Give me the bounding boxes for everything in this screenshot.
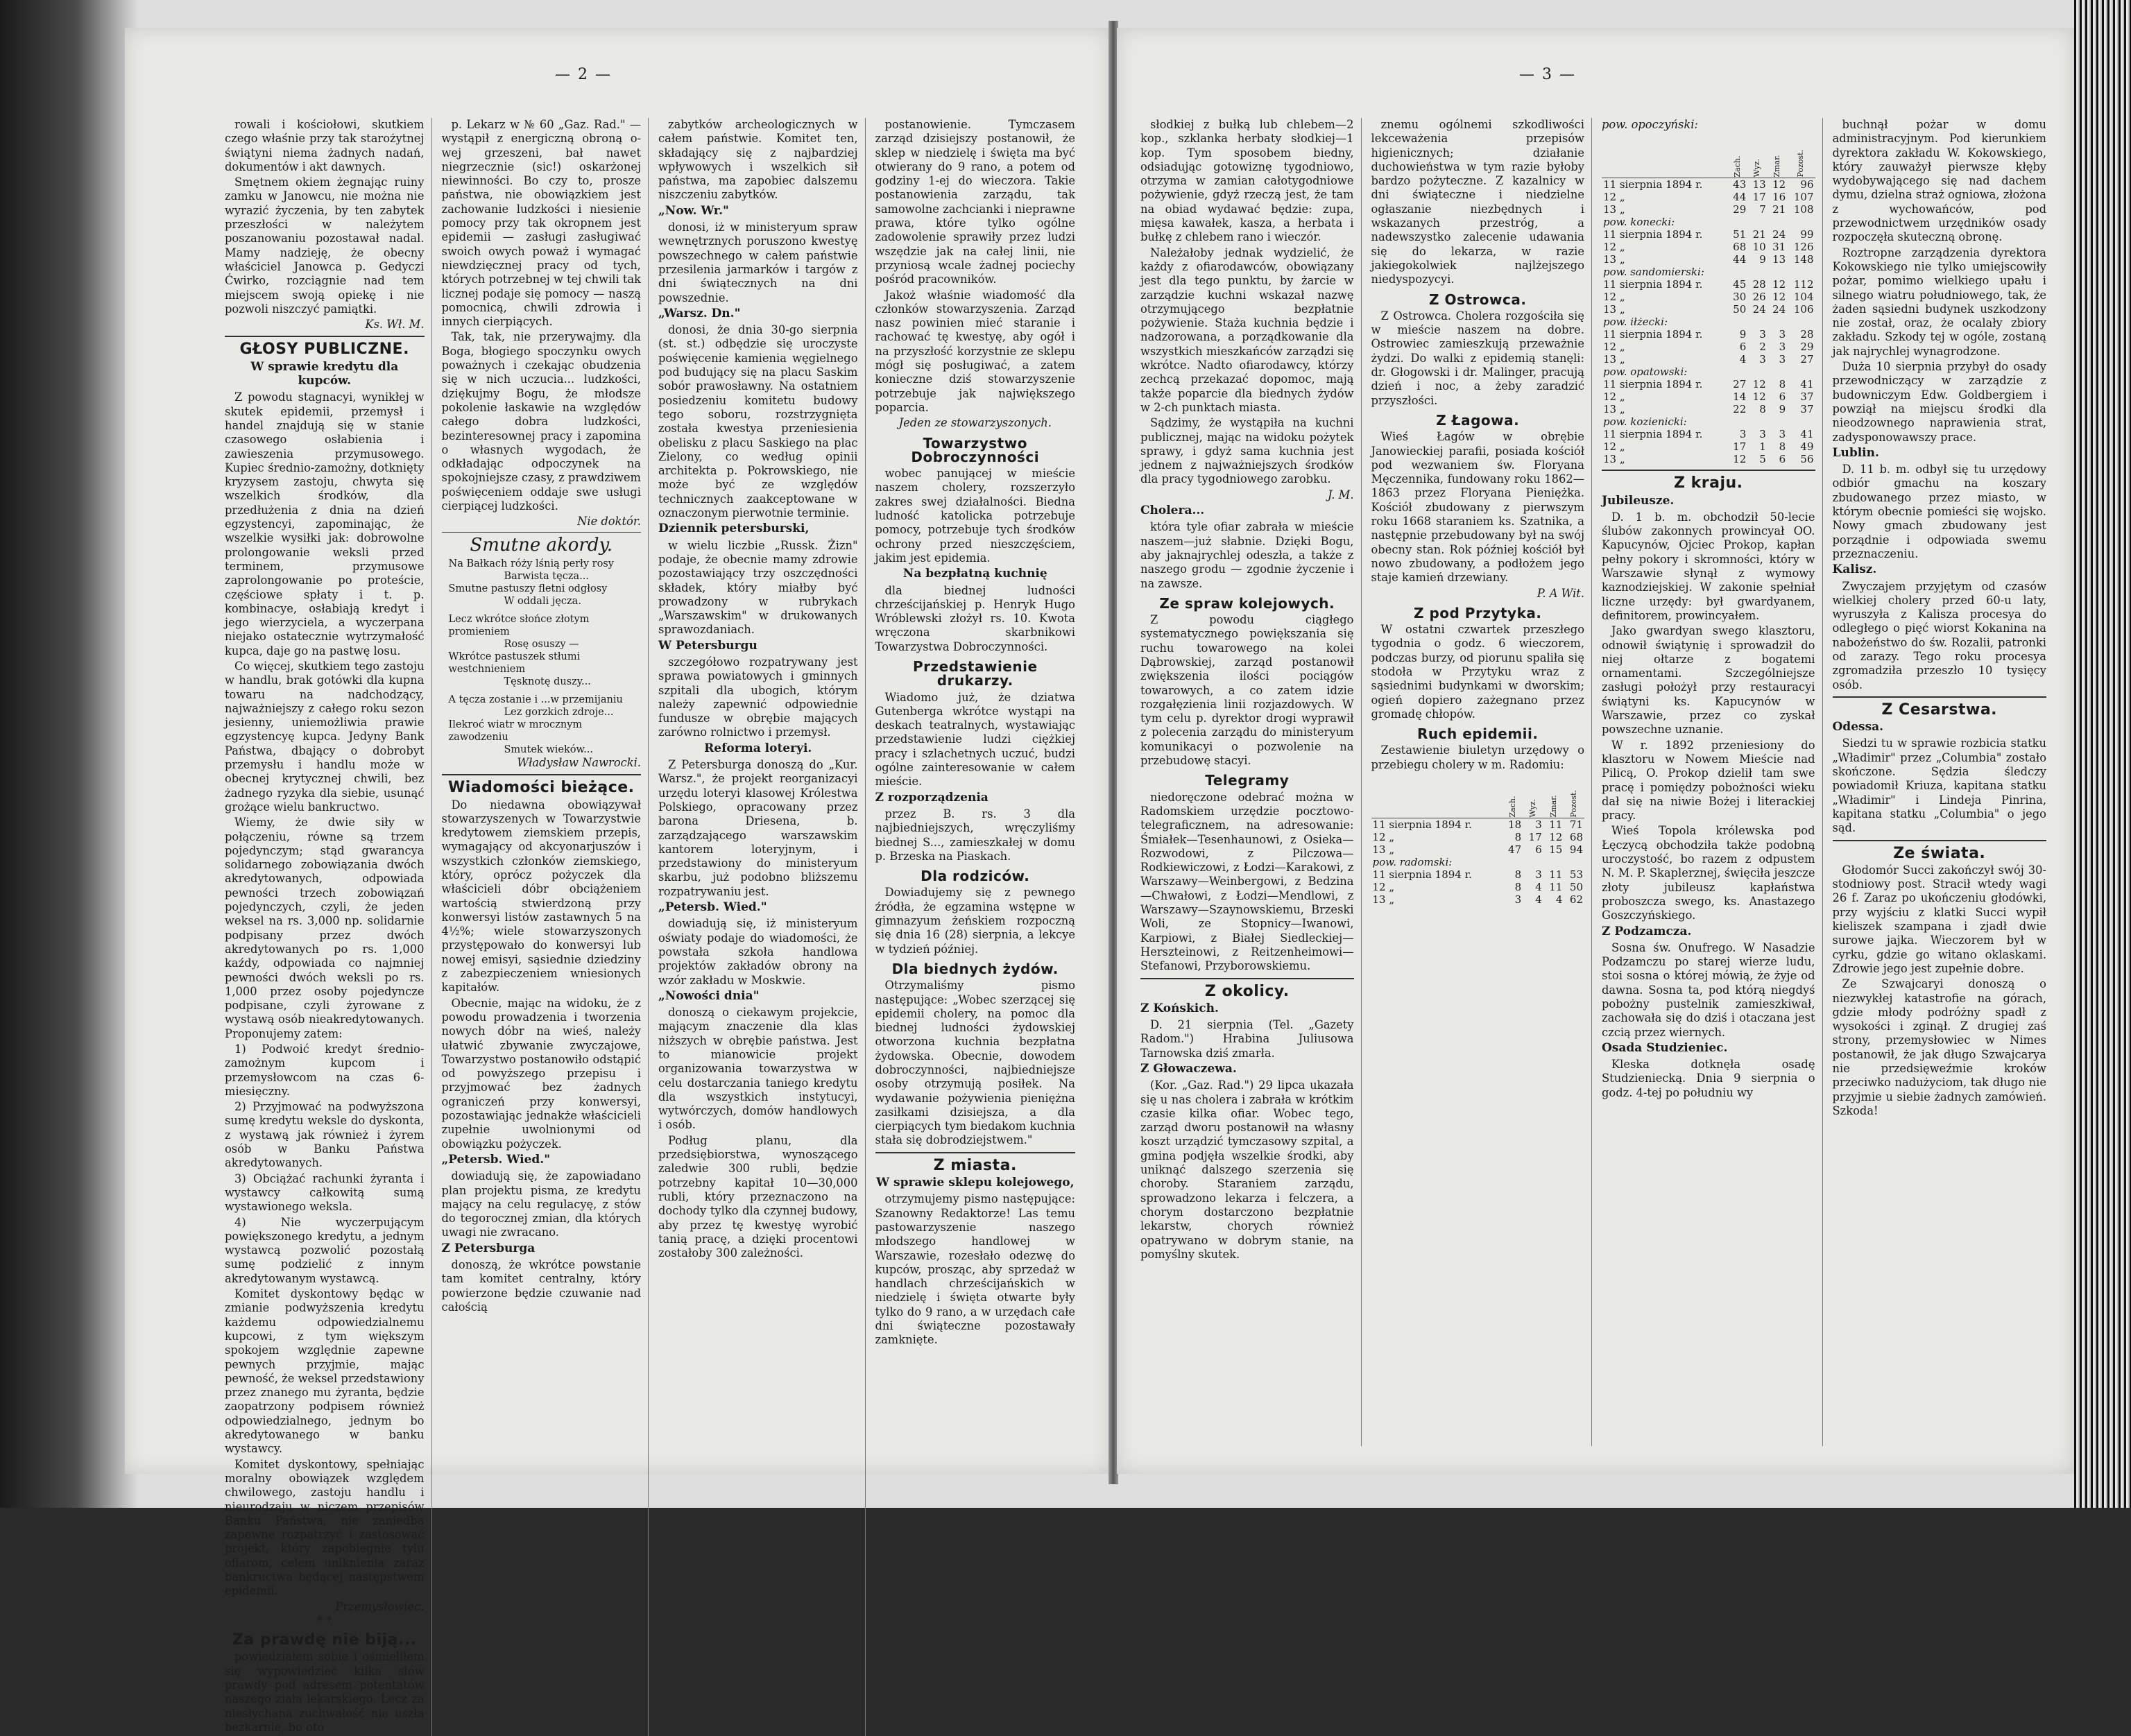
verse-line: Smutek wieków... [504,744,593,755]
paragraph: donoszą, że wkrótce powstanie tam komitet centralny, który powierzone będzie czuwanie nad całością [441,1258,641,1314]
paragraph: 1) Podwoić kredyt średnio-zamożnym kupcom i przemysłowcom na czas 6-miesięczny. [225,1042,425,1098]
article-subheading: W sprawie kredytu dla kupców. [250,359,399,388]
table-row: 11 sierpnia 1894 r. 27 12 8 41 [1603,378,1814,391]
paragraph: donosi, iż w ministeryum spraw wewnętrznych poruszono kwestyę powszechnego w całem państwie przesilenia jarmarków i targów z dni świątecznych na dni powszednie. [658,221,858,304]
section-heading: Dla biednych żydów. [891,960,1059,977]
paragraph: Roztropne zarządzenia dyrektora Kokowskiego nie tylko umiejscowiły pożar, pomimo wielkiego upału i silnego wiatru południowego, tak, że żaden sąsiedni budynek uszkodzony nie został, oraz, że ocalały zbiory zakładu. Szkody tej w ogóle, zostaną jak najrychlej wynagrodzone. [1832,246,2046,358]
divider [1833,696,2047,698]
paragraph: Do niedawna obowiązywał stowarzyszenych w Towarzystwie kredytowem ziemskiem przepis, wymagający od akcyonarjuszów i wszystkich członków ziemskiego, który, oprócz pożyczek dla właścicieli dóbr obciążeniem wartością stwierdzoną przy konwersyi listów zastawnych 5 na 4½%; wiele stowarzyszonych przystępowało do konwersyi lub nowej emisyi, sąsiednie dziedziny z zabezpieczeniem wniesionych kapitałów. [441,798,641,995]
paragraph: Z Ostrowca. Cholera rozgościła się w mieście naszem na dobre. Ostrowiec zamieszkują przeważnie żydzi. Do walki z epidemią stanęli: dr. Głogowski i dr. Malinger, pracują dzień i noc, a żeby zaradzić przyszłości. [1371,309,1584,407]
signature: P. A Wit. [1537,586,1584,600]
table-row: 12 „ 30 26 12 104 [1603,291,1814,304]
paragraph: donosi, że dnia 30-go sierpnia (st. st.) odbędzie się uroczyste poświęcenie kamienia węgielnego pod budujący się na placu Saskim sobór prawosławny. Na ostatniem posiedzeniu komitetu budowy tego soboru, rozstrzygnięta została kwestya przeniesienia obelisku z placu Saskiego na plac Zielony, co według opinii architekta p. Pokrowskiego, nie może być ze względów technicznych zaakceptowane w oznaczonym pierwotnie terminie. [658,323,858,520]
paragraph: Kleska dotknęła osadę Studzieniecką. Dnia 9 sierpnia o godz. 4-tej po południu wy [1602,1058,1815,1099]
article-heading: W sprawie sklepu kolejowego, [875,1176,1075,1190]
paragraph: Otrzymaliśmy pismo następujące: „Wobec szerzącej się epidemii cholery, na pomoc dla biednej ludności żydowskiej otworzona kuchnia bezpłatna żydowska. Obecnie, dowodem dobroczynności, najbiedniejsze osoby otrzymują posiłek. Na wydawanie pożywienia pieniężna zasiłkami dzisiejsza, a dla cierpiących tym biedakom kuchnia stała się dobrodziejstwem." [875,979,1075,1147]
paragraph: p. Lekarz w № 60 „Gaz. Rad." —wystąpił z energiczną obroną o-wej grzeszeni, bał nawet niegrzecznie (sic!) oskarżonej niewinności. Bo czy to, prosze państwa, nie obowiązkiem jest zachowanie ludzkości i niesienie pomocy przy tak okropnem jest epidemii — zasługi zasługiwać swoich owych poważ i wymagać niewdzięcznej pracy od tych, których potrzebnej w tej chwili tak licznej podaje się pomocy — naszą pomocnicą, chwili zdrowia i innych cierpiących. [441,118,641,329]
section-heading: Telegramy [1205,772,1290,789]
table-group-label: pow. opatowski: [1603,366,1688,379]
page-number-right: — 3 — [1519,66,1576,83]
left-column-1 [222,118,432,1736]
paragraph: dowiadują się, że zapowiadano plan projektu pisma, ze kredytu mający na celu regulacyę, z stów do tegorocznej zmian, dla których uwagi nie zwracano. [441,1169,641,1239]
paragraph: Zwyczajem przyjętym od czasów wielkiej cholery przed 60-u laty, wyruszyła z Kalisza procesya do odległego o pięć wiorst Kokanina na nabożeństwo do św. Rozalii, patronki od zarazy. Tego roku procesya zgromadziła przeszło 10 tysięcy osób. [1832,579,2046,691]
paragraph: 4) Nie wyczerpującym powiększonego kredytu, a jednym wystawcą pozwolić pozostałą sumę podzielić z innym akredytowanym wystawcą. [225,1215,425,1285]
paragraph: Zestawienie biuletyn urzędowy o przebiegu cholery w m. Radomiu: [1371,744,1584,771]
signature: J. M. [1328,488,1354,501]
paragraph: otrzymujemy pismo następujące: Szanowny Redaktorze! Las temu pastowarzyszenie naszego młodszego handlowej w Warszawie, rozesłało odezwę do kupców, prosząc, aby sprzedaż w handlach chrześcijańskich w niedzielę i święta otwarte były tylko do 9 rano, a w urzędach całe dni świąteczne pozostawały zamknięte. [875,1192,1075,1347]
table-group-label: pow. iłżecki: [1603,316,1668,329]
paragraph: zabytków archeologicznych w całem państwie. Komitet ten, składający się z najbardziej wpływowych i wszelkich sił państwa, ma zapobiec dalszemu niszczeniu zabytków. [658,118,858,202]
table-row: 12 „ 6 2 3 29 [1603,341,1814,354]
table-row: 11 sierpnia 1894 r. 9 3 3 28 [1603,328,1814,341]
paragraph: Smętnem okiem żegnając ruiny zamku w Janowcu, nie można nie wyrazić życzenia, by ten zabytek przeszłości w należytem poszanowaniu pozostawał nadal. Mamy nadzieję, że obecny właściciel Janowca p. Gedyczi Ćwirko, rozciągnie nad tem miejscem swoją opiekę i nie pozwoli niszczyć pamiątki. [225,175,425,316]
paragraph: W ostatni czwartek przeszłego tygodnia o godz. 6 wieczorem, podczas burzy, od piorunu spaliła się stodoła w Przytyku wraz z sąsiednimi budynkami w dworskim; ogień dopiero zażegnano przez gromadę chłopów. [1371,623,1584,721]
right-page [1117,28,2074,1474]
section-heading: Z Cesarstwa. [1881,701,1998,719]
column-header: Zmar. [1768,135,1787,178]
table-group-label: pow. opoczyński: [1602,118,1698,131]
article-heading: Kalisz. [1832,562,1877,577]
paragraph: rowali i kościołowi, skutkiem czego właśnie przy tak starożytnej świątyni niema żadnych nadań, dokumentów i akt dawnych. [225,118,425,173]
paragraph: Siedzi tu w sprawie rozbicia statku „Władimir" przez „Columbia" zostało skończone. Sędzia śledczy powiadomił Kriuza, kapitana statku „Władimir" i Lindeja Pinrina, kapitana statku „Columbia" o jego sąd. [1832,737,2046,835]
article-heading: Z Głowaczewa. [1140,1062,1237,1076]
article-heading: „Petersb. Wied." [658,900,767,915]
article-heading: Odessa. [1832,720,1884,734]
table-row: 12 „ 44 17 16 107 [1603,191,1814,204]
table-row: 11 sierpnia 1894 r. 43 13 12 96 [1603,178,1814,191]
poem-title: Smutne akordy. [470,534,613,556]
paragraph: Wiemy, że dwie siły w połączeniu, równe są trzem pojedynczym; stąd gwarancya solidarnego zobowiązania dwóch akredytowanych, odpowiada pewności trzech zobowiązań pojedynczych, czyli, że jeden weksel na rs. 3,000 np. solidarnie podpisany przez dwóch akredytowanych po rs. 1,000 kaźdy, odpowiada co najmniej pewności dwóch weksli po rs. 1,000 przez osoby pojedyncze podpisane, czyli żyrowane z wystawą osób nieakredytowanych. Proponujemy zatem: [225,816,425,1040]
paragraph: Wieś Łagów w obrębie Janowieckiej parafii, posiada kościół pod wezwaniem św. Floryana Męczennika, fundowany roku 1862—1863 przez Floryana Pieniężka. Kościół zbudowany z pierwszym roku 1668 staraniem ks. Szatnika, a następnie przebudowany był na swój obecny stan. Rok później kościół był nowo zbudowany, a podłożem jego staje kamień drzewiany. [1371,430,1584,585]
paragraph: Obecnie, mając na widoku, że z powodu prowadzenia i tworzenia nowych dóbr na wieś, należy ułatwić zbywanie zwyczajowe, Towarzystwo postanowiło odstąpić od powyższego przepisu i przyjmować bez żadnych ograniczeń przy konwersyi, pozostawiając jednakże właścicieli zupełnie uwolnionymi od obowiązku pożyczek. [441,996,641,1151]
ornament: * * [317,1613,332,1627]
paragraph: Tak, tak, nie przerywajmy. dla Boga, błogiego spoczynku owych poważnych i czekając obudzenia się w nich uczucia... ludzkości, dziękujmy Bogu, że młodsze pokolenie łaskawie na względów całego dobra ludzkości, bezinteresownej pracy i zapomina o własnych wygodach, że odkładając odpoczynek na spokojniejsze czasy, z prawdziwem poświęceniem oddaje swe usługi cierpiącej ludzkości. [441,330,641,513]
verse-line: Lez gorzkich zdroje... [504,706,614,718]
paragraph: przez B. rs. 3 dla najbiedniejszych, wręczyliśmy biednej S..., zamieszkałej w domu p. Brzeska na Piaskach. [875,807,1075,863]
paragraph: Podług planu, dla przedsiębiorstwa, wynoszącego zaledwie 300 rubli, będzie potrzebny kapitał 10—30,000 rubli, który przeznaczono na dochody tylko dla czynnej budowy, aby przez tę kwestyę wyrobić tanią pracę, a dzięki procentowi zostałoby 300 zależności. [658,1133,858,1260]
section-heading: Z Ostrowca. [1429,291,1527,308]
table-row: 13 „ 4 3 3 27 [1603,353,1814,366]
verse-line: Ilekroć wiatr w mrocznym zawodzeniu [448,719,583,743]
paragraph: postanowienie. Tymczasem zarząd dzisiejszy postanowił, że sklep w niedzielę i święta ma być otwierany do 9 rano, a potem od godziny 1-ej do wieczora. Takie postanowienia zarządu, tak samowolne zachcianki i nieprawne prawa, które tylko ogólne zadowolenie sprawiły przez ludzi wszędzie jak na całej linii, nie przyniosą wcale żadnej pociechy pośród pracowników. [875,118,1075,286]
paragraph: która tyle ofiar zabrała w mieście naszem—już słabnie. Dzięki Bogu, aby jaknajrychlej odeszła, a także z naszego grodu — zgodnie życzenie i na zawsze. [1140,520,1354,590]
paragraph: D. 21 sierpnia (Tel. „Gazety Radom.") Hrabina Juliusowa Tarnowska dziś zmarła. [1140,1018,1354,1060]
table-group-label: pow. kozienicki: [1603,415,1687,429]
column-header: Zach. [1728,135,1747,178]
paragraph: dowiadują się, iż ministeryum oświaty podaje do wiadomości, że powstała szkoła handlowa projektów zakładów obrony na wzór zakładu w Moskwie. [658,917,858,987]
section-heading: Z pod Przytyka. [1414,604,1542,621]
table-group-label: pow. sandomierski: [1603,266,1704,279]
paragraph: Ze Szwajcaryi donoszą o niezwykłej katastrofie na górach, gdzie młody podróżny spadł z wysokości i zginął. Z drugiej zaś strony, przemysłowiec w Nimes postanowił, że jak długo Szwajcarya nie przedsięweźmie kroków przeciwko nadużyciom, tak długo nie przyjmie u siebie żadnych zamówień. Szkoda! [1832,977,2046,1117]
table-row: 12 „ 14 12 6 37 [1603,390,1814,404]
section-heading: Z Łagowa. [1436,411,1520,429]
table-row: 13 „ 44 9 13 148 [1603,253,1814,266]
page-number-left: — 2 — [555,66,612,83]
section-heading: Z miasta. [933,1156,1017,1174]
divider [442,774,642,775]
column-header: Zmar. [1543,775,1564,818]
verse-line: Lecz wkrótce słońce złotym promieniem [448,613,590,637]
paragraph: Sądzimy, że wystąpiła na kuchni publicznej, mając na widoku pożytek sprawy, i gdyż sama kuchnia jest jednem z najważniejszych środków dla pracy tygodniowego zarobku. [1140,416,1354,486]
section-heading: Z kraju. [1674,474,1743,492]
paragraph: Komitet dyskontowy, spełniając moralny obowiązek względem chwilowego, zastoju handlu i nieurodzaju w niczem przepisów Banku Państwa, nie zaniedba zapewne rozpatrzyć i zastosować projekt, który zapobiegnie tylu ofiarom, celem uniknienia zaraz bankructwa będącej następstwem epidemii. [225,1457,425,1598]
article-heading: Reforma loteryi. [704,741,812,755]
paragraph: donoszą o ciekawym projekcie, mającym znaczenie dla klas niższych w obrębie państwa. Jest to mianowicie projekt organizowania towarzystwa w celu dostarczania taniego kredytu dla wszystkich instytucyi, wytwórczych, domów handlowych i osób. [658,1006,858,1132]
section-heading: Towarzystwo Dobroczynności [911,434,1040,465]
cholera-table-radom [1371,775,1585,906]
paragraph: w wielu liczbie „Russk. Żizn" podaje, że obecnie mamy zdrowie pozostawiający trzy oszczędności składek, który miałby być prowadzony w rubrykach „Warszawskim" w drukowanych sprawozdaniach. [658,538,858,637]
article-heading: Z Podzamcza. [1602,924,1692,938]
verse-line: W oddali jęcza. [504,595,581,607]
paragraph: Z powodu ciągłego systematycznego powiększania się ruchu towarowego na kolei Dąbrowskiej, zarząd postanowił zwiększenia ilości pociągów towarowych, a co zatem idzie rozgałęzienia linii rozjazdowych. W tym celu p. dyrektor drogi wyprawił z polecenia zarządu do ministeryum komunikacyi o pozwolenie na przebudowę stacyi. [1140,613,1354,768]
section-heading: Z okolicy. [1204,982,1290,1000]
cholera-table-counties [1602,135,1815,465]
left-column-4 [873,118,1083,1736]
signature: Władysław Nawrocki. [517,755,641,769]
article-heading: Za prawdę nie biją... [232,1631,417,1649]
paragraph: powiedziałem sobie i ośmieliłem się wypowiedzieć kilka słów prawdy pod adresem potentatów naszego ziała lekarskiego. Lecz za niesłychana zuchwałość nie uszła bezkarnie, bo oto [225,1650,425,1734]
article-heading: Dziennik petersburski, [658,522,810,536]
right-column-4 [1830,118,2054,1446]
section-heading: Dla rodziców. [921,868,1030,885]
table-row: 11 sierpnia 1894 r. 8 3 11 53 [1372,868,1583,882]
paragraph: niedoręczone odebrać można w Radomskiem urzędzie pocztowo-telegraficznem, na adresowanie: Śmiałek—Tesenhaunowi, z Osieka—Rozwodowi, z Pilczowa—Rodkiewiczowi, z Łodzi—Karakowi, z Warszawy—Weinbergowi, z Bedzina—Chwałowi, z Łodzi—Mendlowi, z Warszawy—Szaynowskiemu, Brzeski Woli, ze Stopnicy—Iwanowi, Karpiowi, z Białej Siedleckiej—Herszteinowi, z Reitzenheimowi—Stefanowi, Przyborowskiemu. [1140,790,1354,973]
paragraph: Dowiadujemy się z pewnego źródła, że egzamina wstępne w gimnazyum żeńskiem rozpoczną się dnia 16 (28) sierpnia, a lekcye w tydzień później. [875,886,1075,956]
left-column-3 [656,118,866,1736]
right-columns [1138,118,2053,1446]
paragraph: 2) Przyjmować na podwyższona sumę kredytu weksle do dyskonta, z wystawą jak również i żyrem osób w Banku Państwa akredytowanych. [225,1100,425,1170]
right-column-1 [1138,118,1362,1446]
paragraph: Duża 10 sierpnia przybył do osady przewodniczący w zarządzie z budowniczym Edw. Goldbergiem i powziął na miejscu środki dla nieodzownego naprawienia strat, zadysponowawszy prace. [1832,360,2046,444]
table-row: 13 „ 22 8 9 37 [1603,403,1814,416]
column-header: Wyz. [1747,135,1767,178]
paragraph: szczegółowo rozpatrywany jest sprawa powiatowych i gminnych szpitali dla ubogich, którym należy zapewnić odpowiednie fundusze w obrębie mających zarówno rolnictwo i przemysł. [658,655,858,739]
table-row: 12 „ 17 1 8 49 [1603,440,1814,454]
paragraph: Jakoż właśnie wiadomość dla członków stowarzyszenia. Zarząd nasz powinien mieć staranie i rachować tę kwestyę, aby ogół i na przyszłość korzystnie ze sklepu mógł się posługiwać, a zatem konieczne dziś stowarzyszenie potrzebuje jak największego poparcia. [875,288,1075,414]
verse-line: Wkrótce pastuszek stłumi westchnieniem [448,651,581,675]
table-row: 11 sierpnia 1894 r. 45 28 12 112 [1603,278,1814,291]
table-row: 13 „ 12 5 6 56 [1603,453,1814,466]
table-row: 13 „ 50 24 24 106 [1603,303,1814,316]
article-heading: „Nowości dnia" [658,988,760,1003]
table-row: 11 sierpnia 1894 r. 3 3 3 41 [1603,428,1814,441]
verse-line: Na Bałkach róży lśnią perły rosy [448,558,614,569]
signature: Jeden ze stowarzyszonych. [898,416,1052,430]
paragraph: Wieś Topola królewska pod Łęczycą obchodziła także podobną uroczystość, bo razem z odpustem N. M. P. Skaplerznej, święciła jeszcze złoty jubileusz kapłaństwa proboszcza swego, ks. Anastazego Goszczyńskiego. [1602,824,1815,922]
paragraph: Należałoby jednak wydzielić, że każdy z ofiarodawców, obowiązany jest dla tego punktu, by żarcie w zarządzie kuchni wskazał nazwę otrzymującego bezpłatnie pożywienie. Staża kuchnia będzie i nadzorowana, a porządkowanie dla wszystkich mieszkańców zarządzi się wkrótce. Nadto ofiarodawcy, którzy zechcą przekazać dopomoc, mają także poparcie dla biednych żydów w 2-ch punktach miasta. [1140,246,1354,414]
article-heading: „Now. Wr." [658,203,729,218]
signature: Ks. Wł. M. [365,318,425,332]
article-heading: Z Końskich. [1140,1001,1219,1015]
table-row: 12 „ 8 4 11 50 [1372,881,1583,894]
paragraph: dla biednej ludności chrześcijańskiej p. Henryk Hugo Wróblewski złożył rs. 10. Kwota wręczona skarbnikowi Towarzystwa Dobroczynności. [875,583,1075,653]
right-column-2 [1369,118,1593,1446]
section-heading: Ze spraw kolejowych. [1159,594,1335,612]
table-row: 11 sierpnia 1894 r. 18 3 11 71 [1372,818,1583,832]
divider [1140,978,1354,979]
article-heading: „Petersb. Wied." [441,1152,551,1167]
paragraph: W r. 1892 przeniesiony do klasztoru w Nowem Mieście nad Pilicą, O. Prokop dzielił tam swe pracę i pomiędzy pobożności wieku dał się na niwie Bożej i literackiej pracy. [1602,738,1815,823]
section-heading: GŁOSY PUBLICZNE. [239,341,409,359]
section-heading: Ruch epidemii. [1417,725,1539,743]
paragraph: słodkiej z bułką lub chlebem—2 kop., szklanka herbaty słodkiej—1 kop. Tym sposobem biedny, odsiadując gotowiznę tygodniowo, otrzyma w zamian całotygodniowe pożywienie, gdyż rzeczą jest, że tam na obiad wydawać będzie: zupa, mięsa kawałek, kasza, a herbata i bułkę z chlebem rano i wieczór. [1140,118,1354,244]
column-header: Pozost. [1564,775,1584,818]
article-heading: W Petersburgu [658,638,758,653]
column-header: Zach. [1503,775,1523,818]
left-page [125,28,1110,1734]
divider [1833,840,2047,841]
section-heading: Przedstawienie drukarzy. [912,658,1038,689]
verse-line: Rosę osuszy — [504,638,579,650]
article-heading: Osada Studzieniec. [1602,1040,1728,1055]
article-heading: „Warsz. Dn." [658,306,741,320]
verse-line: Smutne pastuszy fletni odgłosy [448,583,608,594]
article-heading: Jubileusze. [1602,493,1675,508]
divider [875,1152,1076,1153]
paragraph: wobec panującej w mieście naszem cholery, rozszerzyło zakres swej działalności. Biedna ludność katolicka potrzebuje pomocy, potrzebuje tych środków ochrony przed nieszczęściem, jakim jest epidemia. [875,467,1075,565]
column-header: Wyz. [1523,775,1543,818]
article-heading: Z rozporządzenia [875,790,989,805]
table-row: 13 „ 3 4 4 62 [1372,893,1583,906]
table-row: 11 sierpnia 1894 r. 51 21 24 99 [1603,228,1814,241]
poem-verse [442,558,642,756]
divider [225,336,425,337]
paragraph: Jako gwardyan swego klasztoru, odnowił świątynię i sprowadził do niej ołtarze z bogatemi ornamentami. Szczególniejsze zasługi położył przy restauracyi świątyni ks. Kapucynów w Warszawie, przez co zyskał powszechne uznanie. [1602,624,1815,737]
article-heading: Cholera... [1140,504,1205,518]
divider [442,532,642,533]
table-row: 13 „ 29 7 21 108 [1603,203,1814,216]
paragraph: D. 11 b. m. odbył się tu urzędowy odbiór gmachu na koszary zbudowanego przez miasto, w którym obecnie pomieści się wojsko. Nowy gmach zbudowany jest porządnie i odpowiada swemu przeznaczeniu. [1832,463,2046,560]
article-heading: Lublin. [1832,445,1879,460]
left-columns [222,118,1082,1734]
paragraph: (Kor. „Gaz. Rad.") 29 lipca ukazała się u nas cholera i zabrała w krótkim czasie kilka ofiar. Wobec tego, zarząd dworu postanowił na własny koszt urządzić tymczasowy szpital, a gmina podjęła wszelkie środki, aby uniknąć dalszego szerzenia się choroby. Staraniem zarządu, sprowadzono lekarza i felczera, a chorym dostarczono bezpłatnie lekarstw, chorych również opatrywano w dobrym stanie, na pomyślny skutek. [1140,1078,1354,1261]
paragraph: Co więcej, skutkiem tego zastoju w handlu, brak gotówki dla kupna towaru na nadchodzący, najważniejszy z całego roku sezon jesienny, uniemożliwia prawie egzystencyę kupca. Jedyny Bank Państwa, dbający o dobrobyt przemysłu i handlu może w obecnej krytycznej chwili, bez żadnego ryzyka dla siebie, usunąć grożące wielu bankructwo. [225,659,425,814]
paragraph: Głodomór Succi zakończył swój 30-stodniowy post. Stracił wtedy wagi 26 f. Zaraz po ukończeniu głodówki, przy wyjściu z klatki Succi wypił kieliszek szampana i zjadł dwie surowe jajka. Wieczorem był w cyrku, gdzie go witano oklaskami. Zdrowie jego jest zupełnie dobre. [1832,863,2046,975]
paragraph: Komitet dyskontowy będąc w zmianie podwyższenia kredytu każdemu odpowiedzialnemu kupcowi, z tym większym spokojem względnie zapewne pewnych przyjmie, mając pewność, że weksel przedstawiony przez znanego mu żyranta, będzie zaopatrzony podpisem również odpowiedzialnego, jednym bo akredytowanego w banku wystawcy. [225,1287,425,1456]
table-group-label: pow. konecki: [1603,216,1675,229]
table-row: 13 „ 47 6 15 94 [1372,843,1583,857]
scan-edge-strip [2074,0,2131,1508]
section-heading: Ze świata. [1893,844,1986,862]
paragraph: Z powodu stagnacyi, wynikłej w skutek epidemii, przemysł i handel znajdują się w stanie czasowego osłabienia i zawieszenia przymusowego. Kupiec średnio-zamożny, dotknięty kryzysem zastoju, chwyta się wszelkich środków, dla przedłużenia z dnia na dzień egzystencyi, zapominając, że wszelkie wysiłki jak: dobrowolne prolongowanie weksli przed terminem, przymusowe zaprolongowanie po proteście, częściowe spłaty i t. p. kombinacye, osłabiają kredyt i jego wierzyciela, a wyczerpana niejako ostatecznie wytrzymałość kupca, daje go na pastwę losu. [225,390,425,658]
paragraph: znemu ogólnemi szkodliwości lekceważenia przepisów higienicznych; działanie duchowieństwa w tym razie byłoby bardzo pożyteczne. Z kazalnicy w dni świąteczne i niedzielne ogłaszanie niezbędnych i wskazanych przestróg, a nadewszystko zalecenie udawania się do lekarza, w razie jakiegokolwiek najlżejszego niedyspozycyi. [1371,118,1584,286]
article-heading: Na bezpłatną kuchnię [902,567,1047,581]
paragraph: Wiadomo już, że dziatwa Gutenberga wkrótce wystąpi na deskach teatralnych, wystawiając przedstawienie ludzi ciężkiej pracy i szlachetnych uczuć, budzi ogólne zainteresowanie w całem mieście. [875,690,1075,789]
paragraph: Z Petersburga donoszą do „Kur. Warsz.", że projekt reorganizacyi urzędu loteryi klasowej Królestwa Polskiego, opracowany przez barona Driesena, b. zarządzającego warszawskim kantorem loteryjnym, i przedstawiony do ministeryum skarbu, już podobno bliższemu rozpatrywaniu jest. [658,758,858,898]
verse-line: Tęsknotę duszy... [504,676,591,687]
left-column-2 [439,118,649,1736]
table-row: 12 „ 8 17 12 68 [1372,831,1583,844]
paragraph: Sosna św. Onufrego. W Nasadzie Podzamczu po starej wierze ludu, stoi sosna o której mówią, że żyje od dawna. Sosna ta, pod którą niegdyś pobożny pustelnik zamieszkiwał, zachowała się do dziś i otaczana jest czcią przez wiernych. [1602,940,1815,1039]
article-heading: Z Petersburga [441,1241,536,1255]
paragraph: buchnął pożar w domu administracyjnym. Pod kierunkiem dyrektora zakładu W. Kokowskiego, który zauważył pierwsze kłęby wydobywającego się nad dachem dymu, dzielna straż ogniowa, złożona z wychowańców, pod przewodnictwem urzędników osady rozpoczęła skuteczną obronę. [1832,118,2046,244]
section-heading: Wiadomości bieżące. [447,779,635,797]
paragraph: D. 1 b. m. obchodził 50-lecie ślubów zakonnych prowincyał OO. Kapucynów, Ojciec Prokop, kapłan pełny pokory i skromności, który w Warszawie słynął z wymowy kaznodziejskiej. W zakonie spełniał liczne urzędy: był gwardyanem, definitorem, prowincyałem. [1602,510,1815,622]
signature: Przemysłowiec. [335,1599,425,1613]
verse-line: A tęcza zostanie i ...w przemijaniu [448,694,623,705]
table-group-label: pow. radomski: [1372,856,1453,869]
signature: Nie doktór. [577,515,641,528]
table-row: 12 „ 68 10 31 126 [1603,241,1814,254]
right-column-3 [1599,118,1823,1446]
paragraph: 3) Obciążać rachunki żyranta i wystawcy całkowitą sumą wystawionego weksla. [225,1171,425,1214]
column-header: Pozost. [1787,135,1815,178]
divider [1602,470,1815,471]
verse-line: Barwista tęcza... [504,570,589,582]
